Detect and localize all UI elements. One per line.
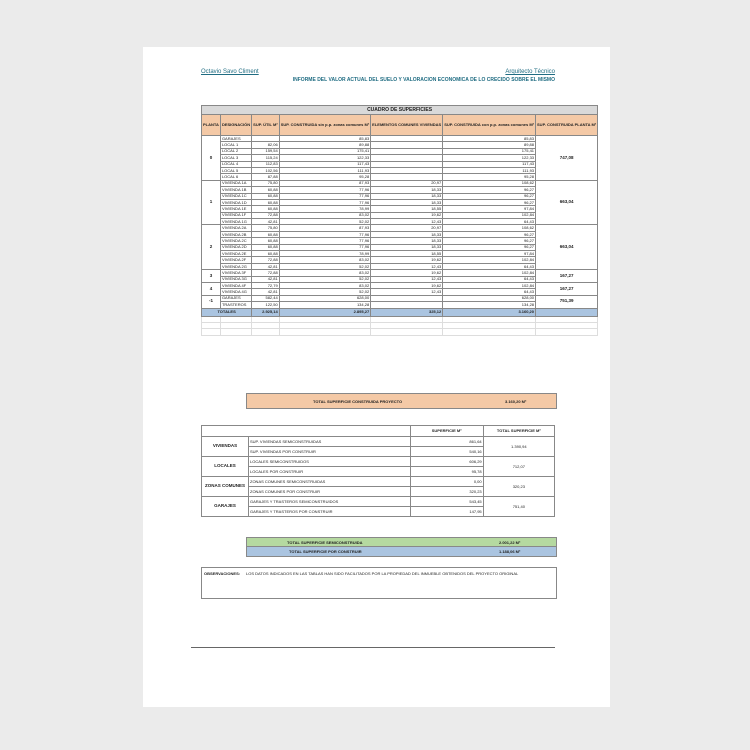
table-cell: 77,96	[279, 231, 370, 237]
table-cell: 60,88	[252, 244, 280, 250]
planta-total-cell: 751,39	[536, 295, 598, 308]
table-cell: 628,00	[279, 295, 370, 301]
table-cell: 83,02	[279, 212, 370, 218]
table-cell: 60,88	[252, 231, 280, 237]
totals-empty	[536, 308, 598, 316]
totals-value: 3.160,20	[443, 308, 536, 316]
table-cell: 42,81	[252, 289, 280, 295]
planta-cell: -1	[202, 295, 221, 308]
table-cell: GARAJES	[220, 136, 251, 142]
table-cell: 18,33	[371, 244, 443, 250]
table-cell: VIVIENDA 1G	[220, 219, 251, 225]
table-cell: 72,88	[252, 212, 280, 218]
summary-row	[202, 477, 555, 487]
table-cell: 96,27	[443, 199, 536, 205]
table-cell: 42,81	[252, 219, 280, 225]
observaciones-label: OBSERVACIONES:	[204, 571, 241, 576]
table-cell: 78,99	[279, 251, 370, 257]
table-cell: 96,27	[443, 238, 536, 244]
table-cell: 12,43	[371, 276, 443, 282]
table-cell: VIVIENDA 1A	[220, 180, 251, 186]
table-cell: 96,27	[443, 187, 536, 193]
summary-label: LOCALES POR CONSTRUIR	[249, 467, 411, 477]
summary-group: GARAJES	[202, 497, 249, 517]
planta-total-cell: 663,04	[536, 225, 598, 270]
empty-cell	[202, 426, 411, 437]
summary-row	[202, 497, 555, 507]
table-cell: 64,43	[443, 219, 536, 225]
table-cell: 108,62	[443, 180, 536, 186]
table-cell: 582,44	[252, 295, 280, 301]
summary-value: 95,78	[410, 467, 483, 477]
summary-value: 320,23	[410, 487, 483, 497]
table-cell: VIVIENDA 2D	[220, 244, 251, 250]
surface-table	[201, 105, 598, 336]
summary-value: 606,29	[410, 457, 483, 467]
column-header: PLANTA	[202, 115, 221, 136]
table-cell: VIVIENDA 3G	[220, 276, 251, 282]
table-cell: 60,88	[252, 193, 280, 199]
total-proyecto-bar	[246, 393, 557, 409]
empty-cell	[371, 329, 443, 335]
summary-total: 712,07	[483, 457, 554, 477]
table-cell: 60,88	[252, 187, 280, 193]
summary-row	[202, 457, 555, 467]
table-cell: LOCAL 6	[220, 174, 251, 180]
table-cell: 102,84	[443, 270, 536, 276]
table-cell: 19,62	[371, 282, 443, 288]
table-cell: 18,55	[371, 206, 443, 212]
table-cell: 12,43	[371, 219, 443, 225]
table-cell: 83,02	[279, 270, 370, 276]
summary-group: LOCALES	[202, 457, 249, 477]
table-cell: 159,54	[252, 148, 280, 154]
table-cell: 52,02	[279, 289, 370, 295]
table-cell: 78,99	[279, 206, 370, 212]
table-cell: 18,33	[371, 193, 443, 199]
table-cell: 82,06	[252, 142, 280, 148]
summary-group: ZONAS COMUNES	[202, 477, 249, 497]
table-cell: VIVIENDA 2G	[220, 263, 251, 269]
empty-cell	[202, 329, 221, 335]
table-cell: 77,96	[279, 199, 370, 205]
summary-value: 543,45	[410, 497, 483, 507]
table-cell: 75,80	[252, 180, 280, 186]
column-header: DESIGNACIÓN	[220, 115, 251, 136]
table-cell: 95,28	[443, 174, 536, 180]
summary-value: 540,16	[410, 447, 483, 457]
summary-value: 147,95	[410, 507, 483, 517]
semiconstruida-value: 2.001,22 M²	[499, 540, 521, 545]
por-construir-value: 1.188,06 M²	[499, 549, 521, 554]
table-cell: 52,02	[279, 263, 370, 269]
table-cell: 87,88	[252, 174, 280, 180]
table-header-row	[202, 115, 598, 136]
planta-cell: 4	[202, 282, 221, 295]
totals-row	[202, 308, 598, 316]
column-header: TOTAL SUPERFICIE M²	[483, 426, 554, 437]
table-cell: 117,43	[279, 161, 370, 167]
planta-cell: 2	[202, 225, 221, 270]
totals-value: 2.895,27	[279, 308, 370, 316]
table-cell: 42,81	[252, 276, 280, 282]
column-header: SUPERFICIE M²	[410, 426, 483, 437]
summary-label: SUP. VIVIENDAS POR CONSTRUIR	[249, 447, 411, 457]
table-cell: 64,43	[443, 263, 536, 269]
summary-header-row	[202, 426, 555, 437]
document-page	[143, 47, 610, 707]
table-cell: 96,27	[443, 193, 536, 199]
table-cell: 83,02	[279, 257, 370, 263]
table-cell: 115,24	[252, 155, 280, 161]
table-cell: 134,28	[279, 302, 370, 308]
table-cell: VIVIENDA 1C	[220, 193, 251, 199]
table-cell: 102,84	[443, 212, 536, 218]
table-cell: 83,02	[279, 282, 370, 288]
table-cell: 97,84	[443, 206, 536, 212]
table-cell: 12,43	[371, 263, 443, 269]
table-cell: VIVIENDA 1E	[220, 206, 251, 212]
footer-rule	[191, 647, 555, 648]
table-cell: 19,62	[371, 257, 443, 263]
por-construir-label: TOTAL SUPERFICIE POR CONSTRUIR	[289, 549, 362, 554]
column-header: SUP. ÚTIL M²	[252, 115, 280, 136]
table-cell: 87,93	[279, 180, 370, 186]
totals-value: 2.925,14	[252, 308, 280, 316]
table-cell: 102,56	[252, 167, 280, 173]
table-cell: 122,50	[252, 302, 280, 308]
table-caption: CUADRO DE SUPERFICIES	[202, 106, 598, 115]
table-cell: 111,93	[443, 167, 536, 173]
spacer-row	[202, 329, 598, 335]
table-cell: 64,43	[443, 289, 536, 295]
empty-cell	[279, 329, 370, 335]
table-cell: 117,43	[443, 161, 536, 167]
table-cell: 60,88	[252, 251, 280, 257]
table-cell: 52,02	[279, 219, 370, 225]
table-cell: VIVIENDA 4G	[220, 289, 251, 295]
table-cell: 60,88	[252, 199, 280, 205]
planta-cell: 0	[202, 136, 221, 181]
summary-value: 861,64	[410, 437, 483, 447]
table-cell: 102,84	[443, 257, 536, 263]
table-cell: VIVIENDA 3F	[220, 270, 251, 276]
planta-cell: 3	[202, 270, 221, 283]
table-cell: 102,84	[443, 282, 536, 288]
table-cell: LOCAL 5	[220, 167, 251, 173]
author-name: Octavio Savo Climent	[201, 69, 259, 75]
summary-label: ZONAS COMUNES SEMICONSTRUIDAS	[249, 477, 411, 487]
table-cell: 134,28	[443, 302, 536, 308]
summary-total: 320,23	[483, 477, 554, 497]
table-cell: 89,88	[279, 142, 370, 148]
table-cell: LOCAL 2	[220, 148, 251, 154]
table-cell: 112,83	[252, 161, 280, 167]
table-cell: 96,27	[443, 231, 536, 237]
empty-cell	[252, 329, 280, 335]
table-cell: 122,33	[279, 155, 370, 161]
table-cell: 19,62	[371, 212, 443, 218]
table-cell: 77,96	[279, 244, 370, 250]
planta-total-cell: 167,27	[536, 270, 598, 283]
table-cell: 77,96	[279, 238, 370, 244]
summary-total: 1.390,94	[483, 437, 554, 457]
table-cell: 77,96	[279, 187, 370, 193]
table-cell: 52,02	[279, 276, 370, 282]
table-cell: 18,33	[371, 231, 443, 237]
table-cell: 60,88	[252, 206, 280, 212]
table-cell: 87,93	[279, 225, 370, 231]
summary-label: SUP. VIVIENDAS SEMICONSTRUIDAS	[249, 437, 411, 447]
planta-total-cell: 747,08	[536, 136, 598, 181]
table-cell: 72,79	[252, 282, 280, 288]
summary-label: GARAJES Y TRASTEROS SEMICONSTRUIDOS	[249, 497, 411, 507]
table-cell: 60,88	[252, 238, 280, 244]
table-cell: 20,97	[371, 225, 443, 231]
table-cell: 111,93	[279, 167, 370, 173]
table-cell: 108,62	[443, 225, 536, 231]
table-cell: 12,43	[371, 289, 443, 295]
table-cell: 175,41	[279, 148, 370, 154]
table-cell: LOCAL 4	[220, 161, 251, 167]
totals-label: TOTALES	[202, 308, 252, 316]
empty-cell	[536, 329, 598, 335]
planta-total-cell: 167,27	[536, 282, 598, 295]
planta-total-cell: 663,04	[536, 180, 598, 225]
planta-cell: 1	[202, 180, 221, 225]
total-proyecto-value: 3.160,20 M²	[505, 399, 527, 404]
por-construir-bar	[246, 546, 557, 557]
summary-table	[201, 425, 555, 517]
table-cell: VIVIENDA 2B	[220, 231, 251, 237]
table-cell: 18,33	[371, 238, 443, 244]
table-cell: 72,88	[252, 270, 280, 276]
summary-label: ZONAS COMUNES POR CONSTRUIR	[249, 487, 411, 497]
table-cell: VIVIENDA 2F	[220, 257, 251, 263]
summary-value: 0,00	[410, 477, 483, 487]
table-cell: 628,00	[443, 295, 536, 301]
column-header: ELEMENTOS COMUNES VIVIENDAS	[371, 115, 443, 136]
table-cell: 72,88	[252, 257, 280, 263]
table-cell: VIVIENDA 1D	[220, 199, 251, 205]
table-cell: GARAJES	[220, 295, 251, 301]
table-cell: VIVIENDA 4F	[220, 282, 251, 288]
summary-label: LOCALES SEMICONSTRUIDOS	[249, 457, 411, 467]
table-cell: 64,43	[443, 276, 536, 282]
table-cell: VIVIENDA 2A	[220, 225, 251, 231]
table-cell: TRASTEROS	[220, 302, 251, 308]
report-title: INFORME DEL VALOR ACTUAL DEL SUELO Y VALORACION ECONOMICA DE LO CRECIDO SOBRE EL MISMO	[292, 77, 555, 83]
table-cell: 89,88	[443, 142, 536, 148]
table-cell: 77,96	[279, 193, 370, 199]
table-cell: 175,41	[443, 148, 536, 154]
total-proyecto-label: TOTAL SUPERFICIE CONSTRUIDA PROYECTO	[313, 399, 403, 404]
table-cell: 18,55	[371, 251, 443, 257]
observaciones-text: LOS DATOS INDICADOS EN LAS TABLAS HAN SIDO FACILITADOS POR LA PROPIEDAD DEL INMUEBLE OBTENIDOS DEL PROYECTO ORIGINAL	[246, 571, 519, 576]
totals-value: 325,12	[371, 308, 443, 316]
empty-cell	[220, 329, 251, 335]
column-header: SUP. CONSTRUIDA sin p.p. zonas comunes M²	[279, 115, 370, 136]
summary-group: VIVIENDAS	[202, 437, 249, 457]
table-cell: 95,28	[279, 174, 370, 180]
table-cell: 75,80	[252, 225, 280, 231]
table-cell: LOCAL 1	[220, 142, 251, 148]
table-cell: 85,83	[279, 136, 370, 142]
empty-cell	[443, 329, 536, 335]
table-cell: VIVIENDA 1F	[220, 212, 251, 218]
table-cell: VIVIENDA 2C	[220, 238, 251, 244]
table-cell: 122,33	[443, 155, 536, 161]
table-cell: 18,33	[371, 199, 443, 205]
table-caption-row	[202, 106, 598, 115]
table-cell: 85,83	[443, 136, 536, 142]
table-cell: VIVIENDA 2E	[220, 251, 251, 257]
table-cell: 18,33	[371, 187, 443, 193]
author-discipline: Arquitecto Técnico	[505, 69, 555, 75]
table-cell: 19,62	[371, 270, 443, 276]
table-cell: 42,81	[252, 263, 280, 269]
observaciones-box	[201, 567, 557, 599]
summary-label: GARAJES Y TRASTEROS POR CONSTRUIR	[249, 507, 411, 517]
column-header: SUP. CONSTRUIDA con p.p. zonas comunes M²	[443, 115, 536, 136]
table-cell: 97,84	[443, 251, 536, 257]
summary-total: 751,40	[483, 497, 554, 517]
column-header: SUP. CONSTRUIDA PLANTA M²	[536, 115, 598, 136]
summary-row	[202, 437, 555, 447]
semiconstruida-label: TOTAL SUPERFICIE SEMICONSTRUIDA	[287, 540, 363, 545]
table-cell: LOCAL 3	[220, 155, 251, 161]
table-cell: 96,27	[443, 244, 536, 250]
table-cell: 20,97	[371, 180, 443, 186]
table-cell: VIVIENDA 1B	[220, 187, 251, 193]
